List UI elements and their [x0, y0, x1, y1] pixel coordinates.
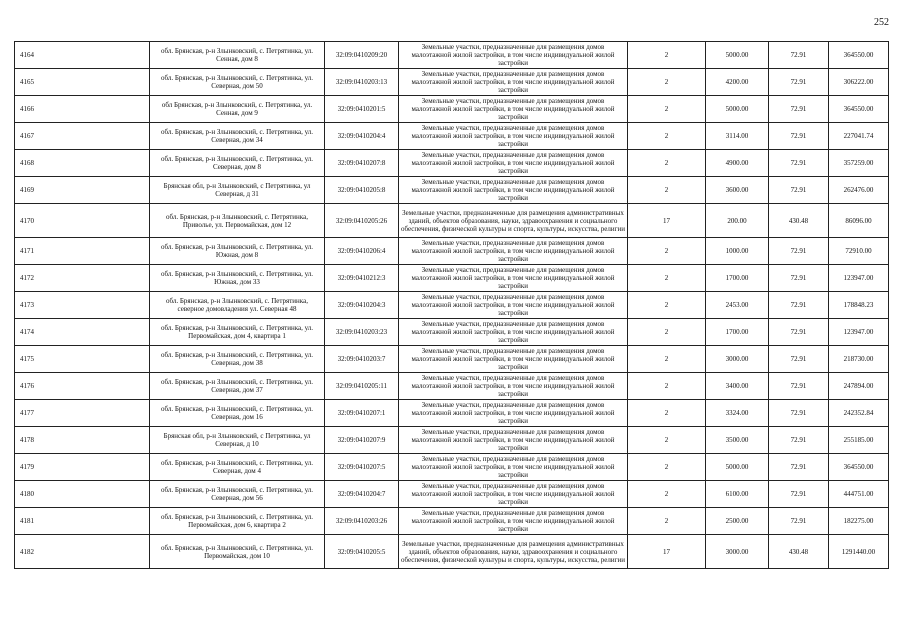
table-row [15, 150, 889, 177]
use-group-code-cell: 2 [628, 177, 706, 204]
row-number-cell: 4181 [15, 508, 150, 535]
table-row [15, 319, 889, 346]
cadastral-value-cell: 227041.74 [829, 123, 889, 150]
use-group-code-cell: 2 [628, 265, 706, 292]
address-cell: Брянская обл, р-н Злынковский, с Петрятинка, ул Северная, д 31 [150, 177, 325, 204]
specific-value-cell: 72.91 [769, 69, 829, 96]
land-use-cell: Земельные участки, предназначенные для размещения домов малоэтажной жилой застройки, в том числе индивидуальной жилой застройки [399, 346, 628, 373]
land-use-cell: Земельные участки, предназначенные для размещения домов малоэтажной жилой застройки, в том числе индивидуальной жилой застройки [399, 150, 628, 177]
specific-value-cell: 72.91 [769, 481, 829, 508]
area-cell: 3400.00 [706, 373, 769, 400]
cadastral-value-cell: 364550.00 [829, 454, 889, 481]
area-cell: 5000.00 [706, 96, 769, 123]
area-cell: 3000.00 [706, 346, 769, 373]
table-row [15, 346, 889, 373]
table-body [15, 42, 889, 569]
cadastral-number-cell: 32:09:0410205:11 [325, 373, 399, 400]
area-cell: 2500.00 [706, 508, 769, 535]
address-cell: обл. Брянская, р-н Злынковский, с. Петрятинка, ул. Первомайская, дом 10 [150, 535, 325, 569]
address-cell: обл. Брянская, р-н Злынковский, с. Петрятинка, ул. Северная, дом 50 [150, 69, 325, 96]
table-row [15, 508, 889, 535]
cadastral-value-cell: 262476.00 [829, 177, 889, 204]
table-row [15, 42, 889, 69]
cadastral-number-cell: 32:09:0410207:1 [325, 400, 399, 427]
use-group-code-cell: 2 [628, 508, 706, 535]
row-number-cell: 4177 [15, 400, 150, 427]
area-cell: 1700.00 [706, 265, 769, 292]
address-cell: обл. Брянская, р-н Злынковский, с. Петрятинка, ул. Первомайская, дом 6, квартира 2 [150, 508, 325, 535]
cadastral-value-cell: 123947.00 [829, 265, 889, 292]
area-cell: 3114.00 [706, 123, 769, 150]
land-use-cell: Земельные участки, предназначенные для размещения домов малоэтажной жилой застройки, в том числе индивидуальной жилой застройки [399, 238, 628, 265]
cadastral-value-cell: 123947.00 [829, 319, 889, 346]
row-number-cell: 4166 [15, 96, 150, 123]
specific-value-cell: 72.91 [769, 292, 829, 319]
row-number-cell: 4179 [15, 454, 150, 481]
address-cell: обл. Брянская, р-н Злынковский, с. Петрятинка, ул. Северная, дом 38 [150, 346, 325, 373]
cadastral-number-cell: 32:09:0410206:4 [325, 238, 399, 265]
address-cell: обл. Брянская, р-н Злынковский, с. Петрятинка, ул. Южная, дом 8 [150, 238, 325, 265]
cadastral-value-cell: 364550.00 [829, 96, 889, 123]
cadastral-value-cell: 444751.00 [829, 481, 889, 508]
use-group-code-cell: 2 [628, 319, 706, 346]
cadastral-number-cell: 32:09:0410209:20 [325, 42, 399, 69]
area-cell: 3324.00 [706, 400, 769, 427]
land-register-table [14, 41, 889, 569]
cadastral-number-cell: 32:09:0410212:3 [325, 265, 399, 292]
specific-value-cell: 430.48 [769, 535, 829, 569]
table-row [15, 96, 889, 123]
land-use-cell: Земельные участки, предназначенные для размещения домов малоэтажной жилой застройки, в том числе индивидуальной жилой застройки [399, 373, 628, 400]
cadastral-value-cell: 255185.00 [829, 427, 889, 454]
cadastral-number-cell: 32:09:0410207:9 [325, 427, 399, 454]
cadastral-number-cell: 32:09:0410205:8 [325, 177, 399, 204]
cadastral-value-cell: 178848.23 [829, 292, 889, 319]
row-number-cell: 4164 [15, 42, 150, 69]
address-cell: обл. Брянская, р-н Злынковский, с. Петрятинка, ул. Северная, дом 4 [150, 454, 325, 481]
land-use-cell: Земельные участки, предназначенные для размещения домов малоэтажной жилой застройки, в том числе индивидуальной жилой застройки [399, 177, 628, 204]
table-row [15, 373, 889, 400]
specific-value-cell: 72.91 [769, 373, 829, 400]
land-use-cell: Земельные участки, предназначенные для размещения домов малоэтажной жилой застройки, в том числе индивидуальной жилой застройки [399, 123, 628, 150]
address-cell: обл. Брянская, р-н Злынковский, с. Петрятинка, северное домовладения ул. Северная 48 [150, 292, 325, 319]
land-use-cell: Земельные участки, предназначенные для размещения административных зданий, объектов образования, науки, здравоохранения и социального обеспечения, физической культуры и спорта, культуры, искусства, религии [399, 535, 628, 569]
cadastral-number-cell: 32:09:0410203:7 [325, 346, 399, 373]
area-cell: 200.00 [706, 204, 769, 238]
use-group-code-cell: 2 [628, 454, 706, 481]
specific-value-cell: 72.91 [769, 150, 829, 177]
cadastral-number-cell: 32:09:0410207:5 [325, 454, 399, 481]
land-use-cell: Земельные участки, предназначенные для размещения домов малоэтажной жилой застройки, в том числе индивидуальной жилой застройки [399, 42, 628, 69]
specific-value-cell: 72.91 [769, 454, 829, 481]
row-number-cell: 4170 [15, 204, 150, 238]
table-row [15, 204, 889, 238]
use-group-code-cell: 17 [628, 535, 706, 569]
row-number-cell: 4180 [15, 481, 150, 508]
address-cell: обл. Брянская, р-н Злынковский, с. Петрятинка, ул. Северная, дом 8 [150, 150, 325, 177]
table-row [15, 427, 889, 454]
cadastral-value-cell: 86096.00 [829, 204, 889, 238]
land-use-cell: Земельные участки, предназначенные для размещения домов малоэтажной жилой застройки, в том числе индивидуальной жилой застройки [399, 96, 628, 123]
specific-value-cell: 72.91 [769, 508, 829, 535]
row-number-cell: 4172 [15, 265, 150, 292]
specific-value-cell: 430.48 [769, 204, 829, 238]
land-use-cell: Земельные участки, предназначенные для размещения домов малоэтажной жилой застройки, в том числе индивидуальной жилой застройки [399, 400, 628, 427]
cadastral-number-cell: 32:09:0410203:26 [325, 508, 399, 535]
land-use-cell: Земельные участки, предназначенные для размещения домов малоэтажной жилой застройки, в том числе индивидуальной жилой застройки [399, 69, 628, 96]
table-row [15, 400, 889, 427]
row-number-cell: 4165 [15, 69, 150, 96]
area-cell: 3000.00 [706, 535, 769, 569]
use-group-code-cell: 2 [628, 238, 706, 265]
row-number-cell: 4176 [15, 373, 150, 400]
specific-value-cell: 72.91 [769, 96, 829, 123]
row-number-cell: 4178 [15, 427, 150, 454]
cadastral-number-cell: 32:09:0410207:8 [325, 150, 399, 177]
use-group-code-cell: 2 [628, 400, 706, 427]
land-use-cell: Земельные участки, предназначенные для размещения домов малоэтажной жилой застройки, в том числе индивидуальной жилой застройки [399, 265, 628, 292]
address-cell: обл. Брянская, р-н Злынковский, с. Петрятинка, ул. Северная, дом 16 [150, 400, 325, 427]
cadastral-number-cell: 32:09:0410205:5 [325, 535, 399, 569]
land-use-cell: Земельные участки, предназначенные для размещения домов малоэтажной жилой застройки, в том числе индивидуальной жилой застройки [399, 427, 628, 454]
cadastral-number-cell: 32:09:0410203:23 [325, 319, 399, 346]
table-row [15, 123, 889, 150]
cadastral-number-cell: 32:09:0410201:5 [325, 96, 399, 123]
use-group-code-cell: 2 [628, 96, 706, 123]
area-cell: 3600.00 [706, 177, 769, 204]
cadastral-value-cell: 1291440.00 [829, 535, 889, 569]
use-group-code-cell: 2 [628, 373, 706, 400]
row-number-cell: 4169 [15, 177, 150, 204]
specific-value-cell: 72.91 [769, 123, 829, 150]
table-row [15, 69, 889, 96]
cadastral-value-cell: 357259.00 [829, 150, 889, 177]
cadastral-value-cell: 247894.00 [829, 373, 889, 400]
address-cell: обл. Брянская, р-н Злынковский, с. Петрятинка, ул. Южная, дом 33 [150, 265, 325, 292]
specific-value-cell: 72.91 [769, 265, 829, 292]
specific-value-cell: 72.91 [769, 42, 829, 69]
table-row [15, 292, 889, 319]
table-row [15, 454, 889, 481]
land-use-cell: Земельные участки, предназначенные для размещения домов малоэтажной жилой застройки, в том числе индивидуальной жилой застройки [399, 481, 628, 508]
area-cell: 1000.00 [706, 238, 769, 265]
use-group-code-cell: 17 [628, 204, 706, 238]
use-group-code-cell: 2 [628, 481, 706, 508]
use-group-code-cell: 2 [628, 123, 706, 150]
area-cell: 1700.00 [706, 319, 769, 346]
use-group-code-cell: 2 [628, 42, 706, 69]
specific-value-cell: 72.91 [769, 400, 829, 427]
area-cell: 3500.00 [706, 427, 769, 454]
row-number-cell: 4174 [15, 319, 150, 346]
cadastral-number-cell: 32:09:0410204:7 [325, 481, 399, 508]
area-cell: 4200.00 [706, 69, 769, 96]
table-row [15, 535, 889, 569]
table-row [15, 177, 889, 204]
cadastral-value-cell: 218730.00 [829, 346, 889, 373]
row-number-cell: 4171 [15, 238, 150, 265]
use-group-code-cell: 2 [628, 427, 706, 454]
address-cell: обл Брянская, р-н Злынковский, с. Петрятинка, ул. Сенная, дом 9 [150, 96, 325, 123]
row-number-cell: 4173 [15, 292, 150, 319]
row-number-cell: 4182 [15, 535, 150, 569]
cadastral-value-cell: 364550.00 [829, 42, 889, 69]
address-cell: обл. Брянская, р-н Злынковский, с. Петрятинка, ул. Северная, дом 56 [150, 481, 325, 508]
address-cell: обл. Брянская, р-н Злынковский, с. Петрятинка, ул. Первомайская, дом 4, квартира 1 [150, 319, 325, 346]
address-cell: Брянская обл, р-н Злынковский, с Петрятинка, ул Северная, д 10 [150, 427, 325, 454]
page-number: 252 [874, 17, 889, 28]
row-number-cell: 4175 [15, 346, 150, 373]
cadastral-number-cell: 32:09:0410205:26 [325, 204, 399, 238]
address-cell: обл. Брянская, р-н Злынковский, с. Петрятинка, ул. Северная, дом 34 [150, 123, 325, 150]
use-group-code-cell: 2 [628, 150, 706, 177]
row-number-cell: 4168 [15, 150, 150, 177]
use-group-code-cell: 2 [628, 346, 706, 373]
use-group-code-cell: 2 [628, 292, 706, 319]
address-cell: обл. Брянская, р-н Злынковский, с. Петрятинка, Приволье, ул. Первомайская, дом 12 [150, 204, 325, 238]
area-cell: 2453.00 [706, 292, 769, 319]
use-group-code-cell: 2 [628, 69, 706, 96]
table-row [15, 238, 889, 265]
address-cell: обл. Брянская, р-н Злынковский, с. Петрятинка, ул. Сенная, дом 8 [150, 42, 325, 69]
cadastral-number-cell: 32:09:0410203:13 [325, 69, 399, 96]
land-use-cell: Земельные участки, предназначенные для размещения домов малоэтажной жилой застройки, в том числе индивидуальной жилой застройки [399, 454, 628, 481]
land-use-cell: Земельные участки, предназначенные для размещения домов малоэтажной жилой застройки, в том числе индивидуальной жилой застройки [399, 319, 628, 346]
cadastral-value-cell: 72910.00 [829, 238, 889, 265]
specific-value-cell: 72.91 [769, 177, 829, 204]
land-use-cell: Земельные участки, предназначенные для размещения домов малоэтажной жилой застройки, в том числе индивидуальной жилой застройки [399, 292, 628, 319]
address-cell: обл. Брянская, р-н Злынковский, с. Петрятинка, ул. Северная, дом 37 [150, 373, 325, 400]
area-cell: 4900.00 [706, 150, 769, 177]
land-use-cell: Земельные участки, предназначенные для размещения административных зданий, объектов образования, науки, здравоохранения и социального обеспечения, физической культуры и спорта, культуры, искусства, религии [399, 204, 628, 238]
cadastral-value-cell: 182275.00 [829, 508, 889, 535]
specific-value-cell: 72.91 [769, 238, 829, 265]
land-use-cell: Земельные участки, предназначенные для размещения домов малоэтажной жилой застройки, в том числе индивидуальной жилой застройки [399, 508, 628, 535]
specific-value-cell: 72.91 [769, 427, 829, 454]
area-cell: 5000.00 [706, 42, 769, 69]
cadastral-number-cell: 32:09:0410204:4 [325, 123, 399, 150]
table-row [15, 481, 889, 508]
area-cell: 5000.00 [706, 454, 769, 481]
specific-value-cell: 72.91 [769, 319, 829, 346]
cadastral-value-cell: 242352.84 [829, 400, 889, 427]
cadastral-value-cell: 306222.00 [829, 69, 889, 96]
area-cell: 6100.00 [706, 481, 769, 508]
row-number-cell: 4167 [15, 123, 150, 150]
table-row [15, 265, 889, 292]
specific-value-cell: 72.91 [769, 346, 829, 373]
cadastral-number-cell: 32:09:0410204:3 [325, 292, 399, 319]
